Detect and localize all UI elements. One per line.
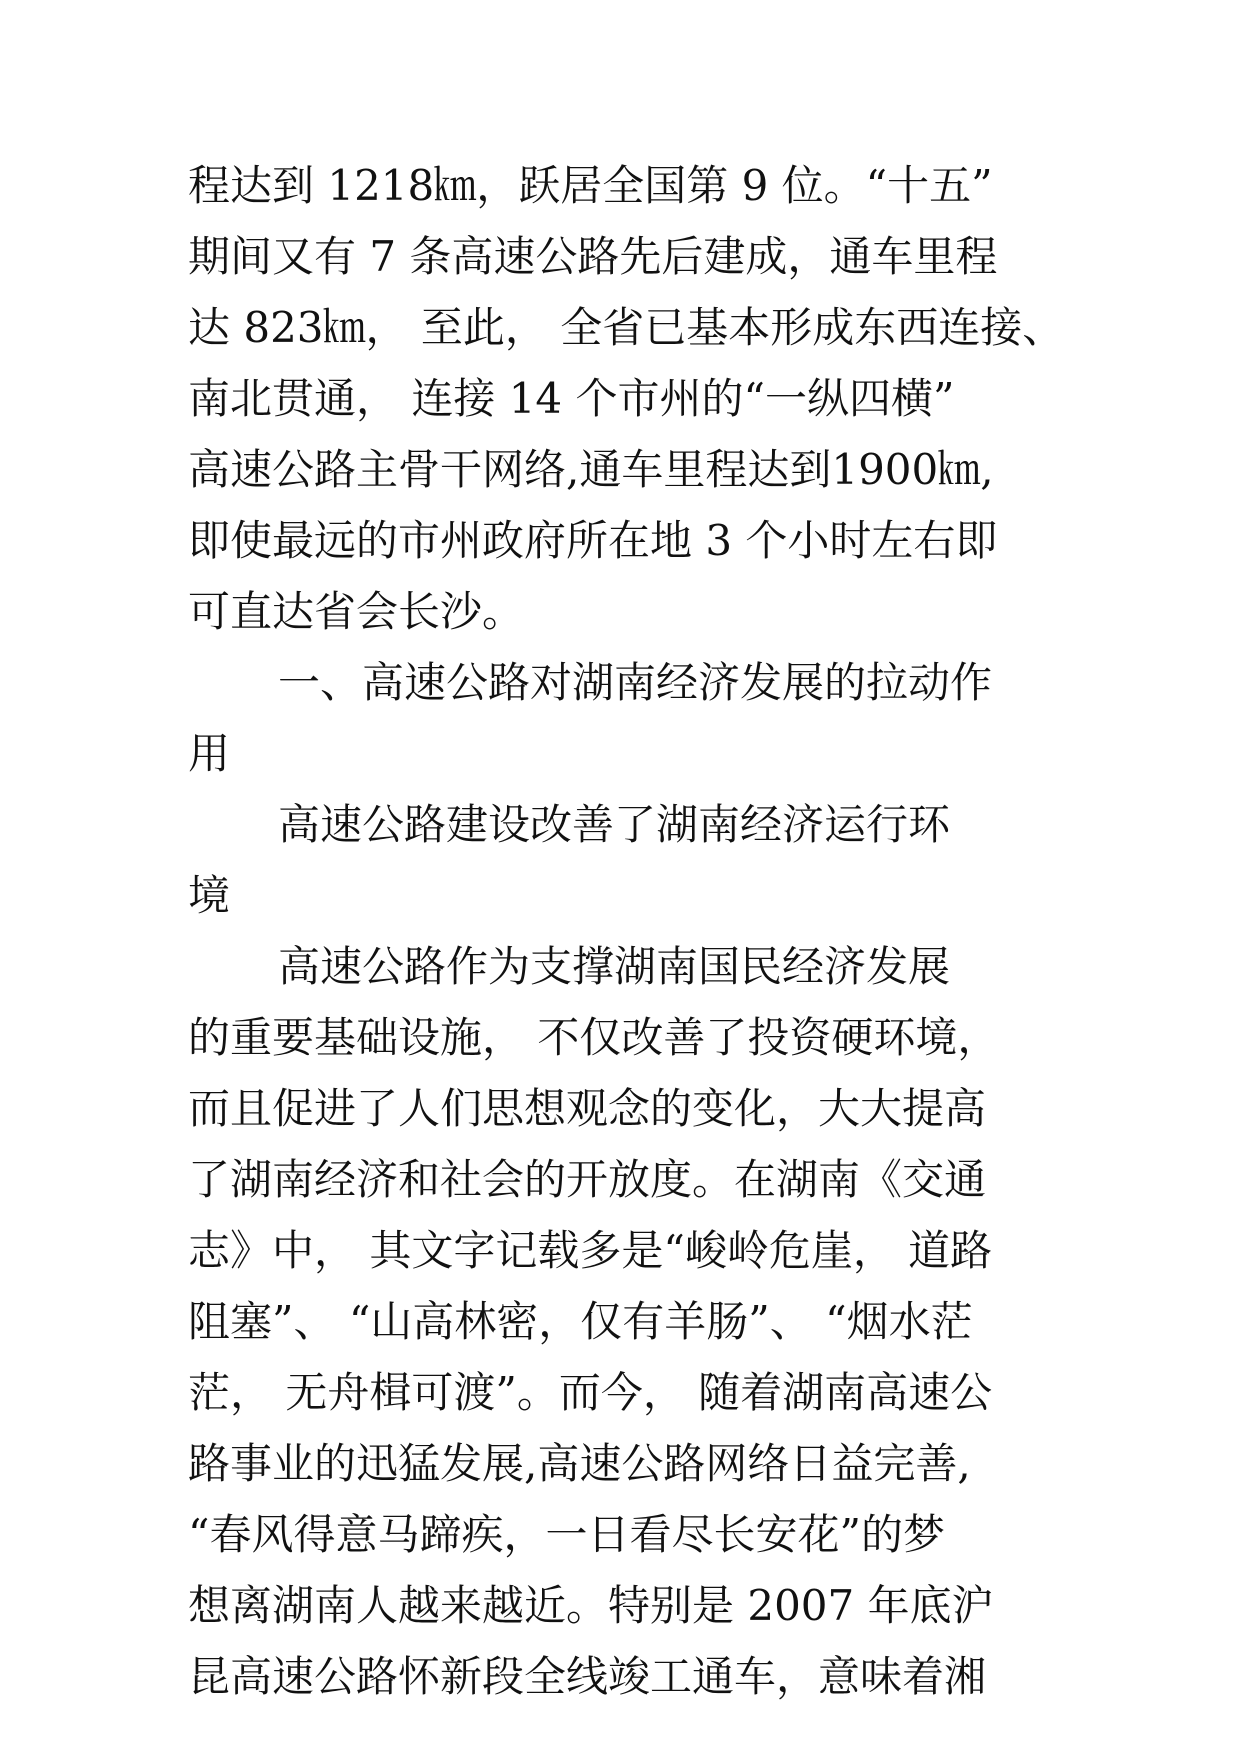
text-line: 高速公路作为支撑湖南国民经济发展 — [278, 942, 951, 991]
text-line: 而且促进了人们思想观念的变化，大大提高 — [188, 1084, 987, 1133]
text-line: 昆高速公路怀新段全线竣工通车，意味着湘 — [188, 1652, 987, 1701]
subheading-line: 高速公路建设改善了湖南经济运行环 — [278, 800, 951, 849]
text-line: 可直达省会长沙。 — [188, 587, 525, 636]
text-line: 想离湖南人越来越近。特别是 2007 年底沪 — [188, 1581, 994, 1630]
text-line: 了湖南经济和社会的开放度。在湖南《交通 — [188, 1155, 987, 1204]
body-text — [188, 150, 1068, 1712]
text-line: 高速公路主骨干网络,通车里程达到1900㎞, — [188, 445, 994, 494]
text-line: 程达到 1218㎞，跃居全国第 9 位。“十五” — [188, 161, 993, 210]
text-line: 即使最远的市州政府所在地 3 个小时左右即 — [188, 516, 998, 565]
text-line: 志》中， 其文字记载多是“峻岭危崖， 道路 — [188, 1226, 993, 1275]
subheading-line: 境 — [188, 871, 231, 920]
text-line: 阻塞”、 “山高林密，仅有羊肠”、 “烟水茫 — [188, 1297, 973, 1346]
text-line: 路事业的迅猛发展,高速公路网络日益完善, — [188, 1439, 971, 1488]
text-line: 的重要基础设施， 不仅改善了投资硬环境， — [188, 1013, 1000, 1062]
text-line: 达 823㎞， 至此， 全省已基本形成东西连接、 — [188, 303, 1065, 352]
text-line: 茫， 无舟楫可渡”。而今， 随着湖南高速公 — [188, 1368, 993, 1417]
section-heading-line: 用 — [188, 729, 231, 778]
section-heading-line: 一、高速公路对湖南经济发展的拉动作 — [278, 658, 993, 707]
text-line: 期间又有 7 条高速公路先后建成，通车里程 — [188, 232, 998, 281]
text-line: “春风得意马蹄疾，一日看尽长安花”的梦 — [188, 1510, 945, 1559]
text-line: 南北贯通， 连接 14 个市州的“一纵四横” — [188, 374, 955, 423]
